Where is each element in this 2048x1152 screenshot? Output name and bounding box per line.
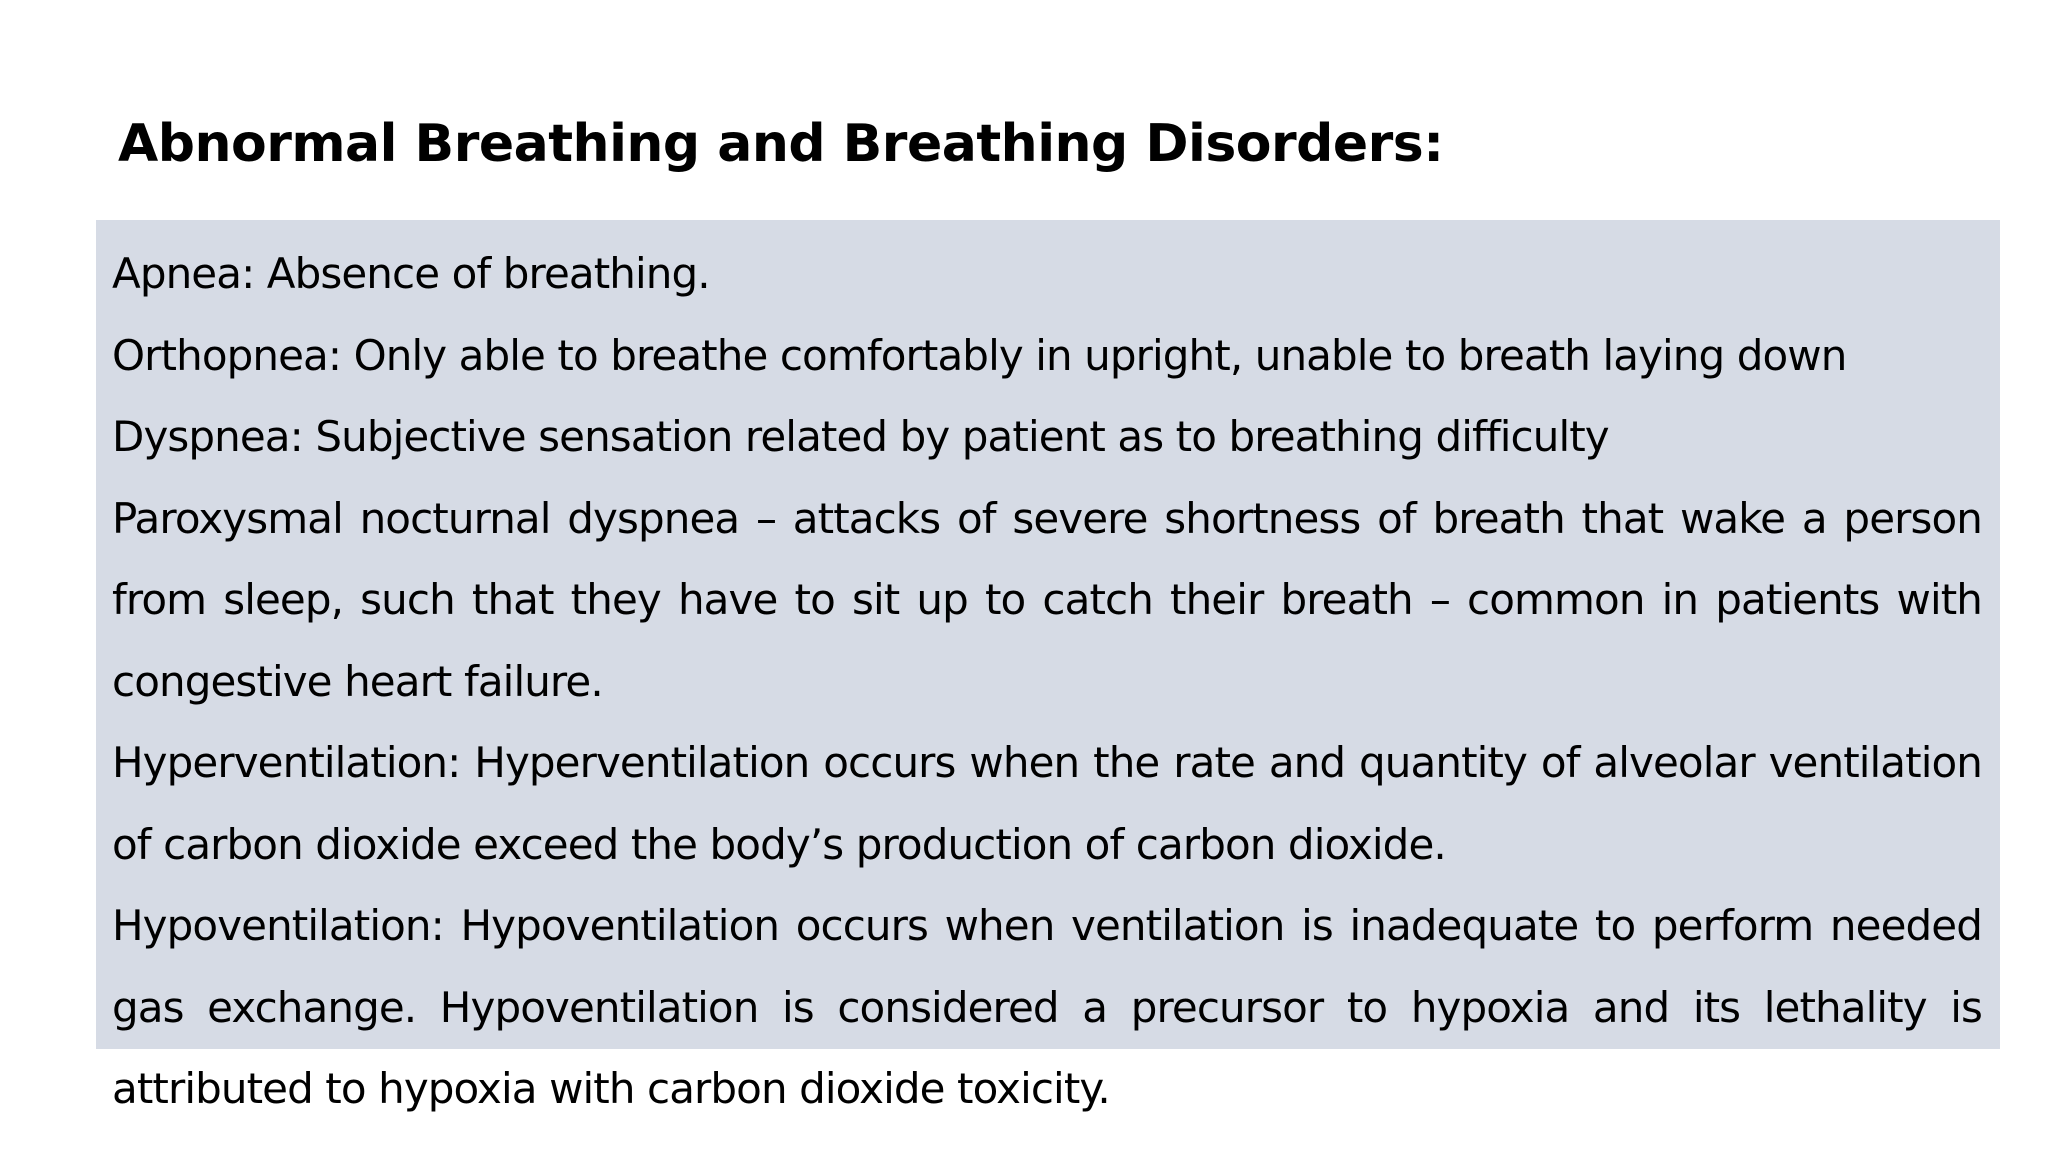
definition-paroxysmal-nocturnal-dyspnea: Paroxysmal nocturnal dyspnea – attacks of severe shortness of breath that wake a person from sleep, such that they have to sit up to catch their breath – common in patients with congestive heart failure. — [112, 493, 1982, 706]
definition-apnea: Apnea: Absence of breathing. — [112, 249, 710, 298]
definition-orthopnea: Orthopnea: Only able to breathe comfortably in upright, unable to breath laying down — [112, 330, 1847, 380]
definition-hyperventilation: Hyperventilation: Hyperventilation occurs when the rate and quantity of alveolar ventilation of carbon dioxide exceed the body’s production of carbon dioxide. — [112, 738, 1982, 869]
definition-dyspnea: Dyspnea: Subjective sensation related by patient as to breathing difficulty — [112, 412, 1609, 461]
definition-hypoventilation: Hypoventilation: Hypoventilation occurs when ventilation is inadequate to perform needed gas exchange. Hypoventilation is considered a precursor to hypoxia and its lethality is attributed to hypoxia with carbon dioxide toxicity. — [112, 901, 1982, 1113]
definitions-list — [112, 233, 1982, 1130]
slide-title: Abnormal Breathing and Breathing Disorders: — [118, 114, 1444, 174]
